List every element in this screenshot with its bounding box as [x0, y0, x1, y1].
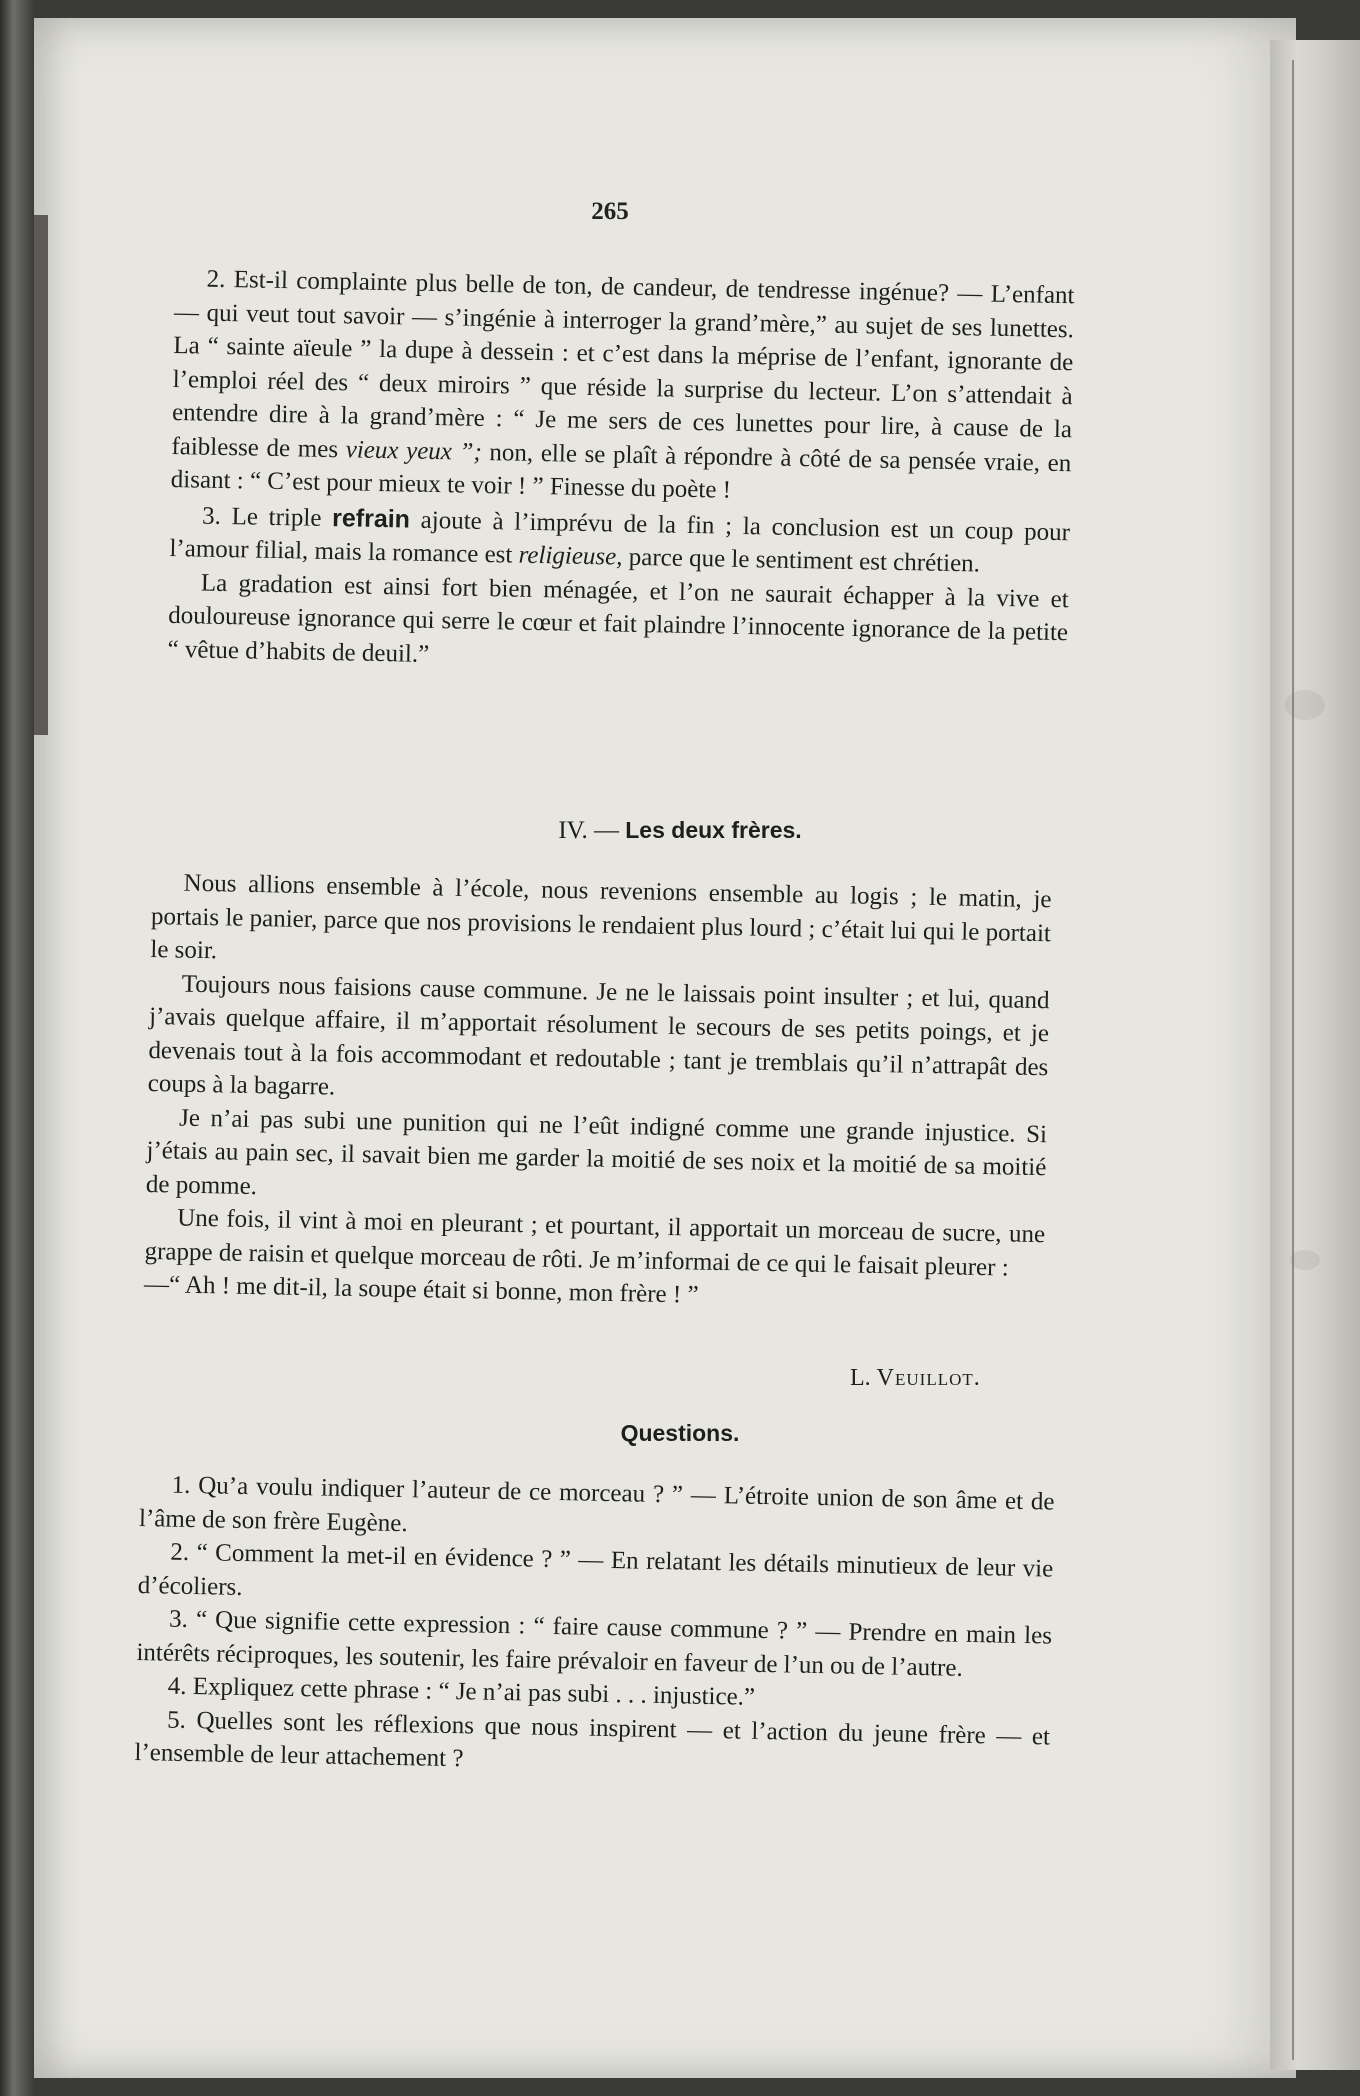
section-heading [0, 817, 1360, 845]
paragraph [170, 262, 1074, 514]
author-attribution [850, 1365, 981, 1392]
paragraph: Une fois, il vint à moi en pleurant ; et pourtant, il apportait un morceau de sucre, une grappe de raisin et quelque morceau de rôti. Je m’informai de ce qui le faisait pleurer : [144, 1204, 1046, 1282]
author-name: Veuillot. [876, 1365, 981, 1391]
paragraph-text: parce que le sentiment est chrétien. [622, 543, 981, 578]
commentary-section [167, 262, 1075, 683]
questions-heading: Questions. [620, 1420, 740, 1446]
paragraph: La gradation est ainsi fort bien ménagée, et l’on ne saurait échapper à la vive et douloureuse ignorance qui serre le cœur et fait plaindre l’innocente ignorance de la petite “ vêtue d’habits de deuil.” [167, 569, 1069, 668]
italic-text: vieux yeux ”; [345, 435, 483, 466]
italic-text: religieuse, [518, 541, 623, 571]
paragraph-text: 2. Est-il complainte plus belle de ton, de candeur, de tendresse ingénue? — L’enfant — qui veut tout savoir — s’ingénie à interroger la grand’mère,” au sujet de ses lunettes. La “ sainte aïeule ” la dupe à dessein : et c’est dans la méprise de l’enfant, ignorante de l’emploi réel des “ deux miroirs ” que réside la surprise du lecteur. L’on s’attendait à entendre dire à la grand’mère : “ Je me sers de ces lunettes pour lire, à cause de la faiblesse de mes [171, 265, 1075, 463]
heading-title: Les deux frères. [625, 817, 802, 843]
paper-mark [1290, 1250, 1320, 1270]
paper-mark [1285, 690, 1325, 720]
paragraph: Je n’ai pas subi une punition qui ne l’eût indigné comme une grande injustice. Si j’étais au pain sec, il savait bien me garder la moitié de ses noix et la moitié de sa moitié de pomme. [145, 1104, 1048, 1200]
question-item: 1. Qu’a voulu indiquer l’auteur de ce morceau ? ” — L’étroite union de son âme et de l’âme de son frère Eugène. [138, 1471, 1055, 1537]
paragraph-text: 3. Le triple [201, 502, 333, 532]
page-stack-edge [1270, 40, 1360, 2070]
paragraph-text: non, elle se plaît à répondre à côté de sa pensée vraie, en disant : “ C’est pour mieux te voir ! ” Finesse du poète ! [170, 438, 1072, 504]
paragraph-text: ajoute à l’imprévu de la fin ; la conclusion est un coup pour l’amour filial, mais la romance est [169, 506, 1071, 569]
author-initial: L. [850, 1365, 871, 1391]
paragraph: Nous allions ensemble à l’école, nous revenions ensemble au logis ; le matin, je portais le panier, parce que nos provisions le rendaient plus lourd ; c’était lui qui le portait le soir. [150, 869, 1052, 965]
question-item: 3. “ Que signifie cette expression : “ faire cause commune ? ” — Prendre en main les intérêts réciproques, les soutenir, les faire prévaloir en faveur de l’un ou de l’autre. [136, 1605, 1053, 1682]
question-item: 2. “ Comment la met-il en évidence ? ” — En relatant les détails minutieux de leur vie d’écoliers. [137, 1538, 1054, 1601]
page-number: 265 [591, 198, 629, 225]
paragraph: Toujours nous faisions cause commune. Je ne le laissais point insulter ; et lui, quand j’avais quelque affaire, il m’apportait résolument le secours de ses petits poings, et je devenais tout à la fois accommodant et redoutable ; tant je tremblais qu’il n’attrapât des coups à la bagarre. [147, 970, 1050, 1101]
question-item: 4. Expliquez cette phrase : “ Je n’ai pas subi . . . injustice.” [167, 1672, 756, 1711]
story-section [144, 866, 1052, 1319]
questions-section [134, 1468, 1055, 1787]
page-edge-line [1292, 60, 1294, 2060]
paragraph: —“ Ah ! me dit-il, la soupe était si bonne, mon frère ! ” [143, 1270, 699, 1309]
heading-number: IV. — [558, 817, 619, 844]
question-item: 5. Quelles sont les réflexions que nous inspirent — et l’action du jeune frère — et l’ensemble de leur attachement ? [134, 1706, 1051, 1773]
book-spine-edge [0, 0, 34, 2096]
bold-text: refrain [331, 503, 411, 534]
binding-shadow [34, 215, 48, 735]
